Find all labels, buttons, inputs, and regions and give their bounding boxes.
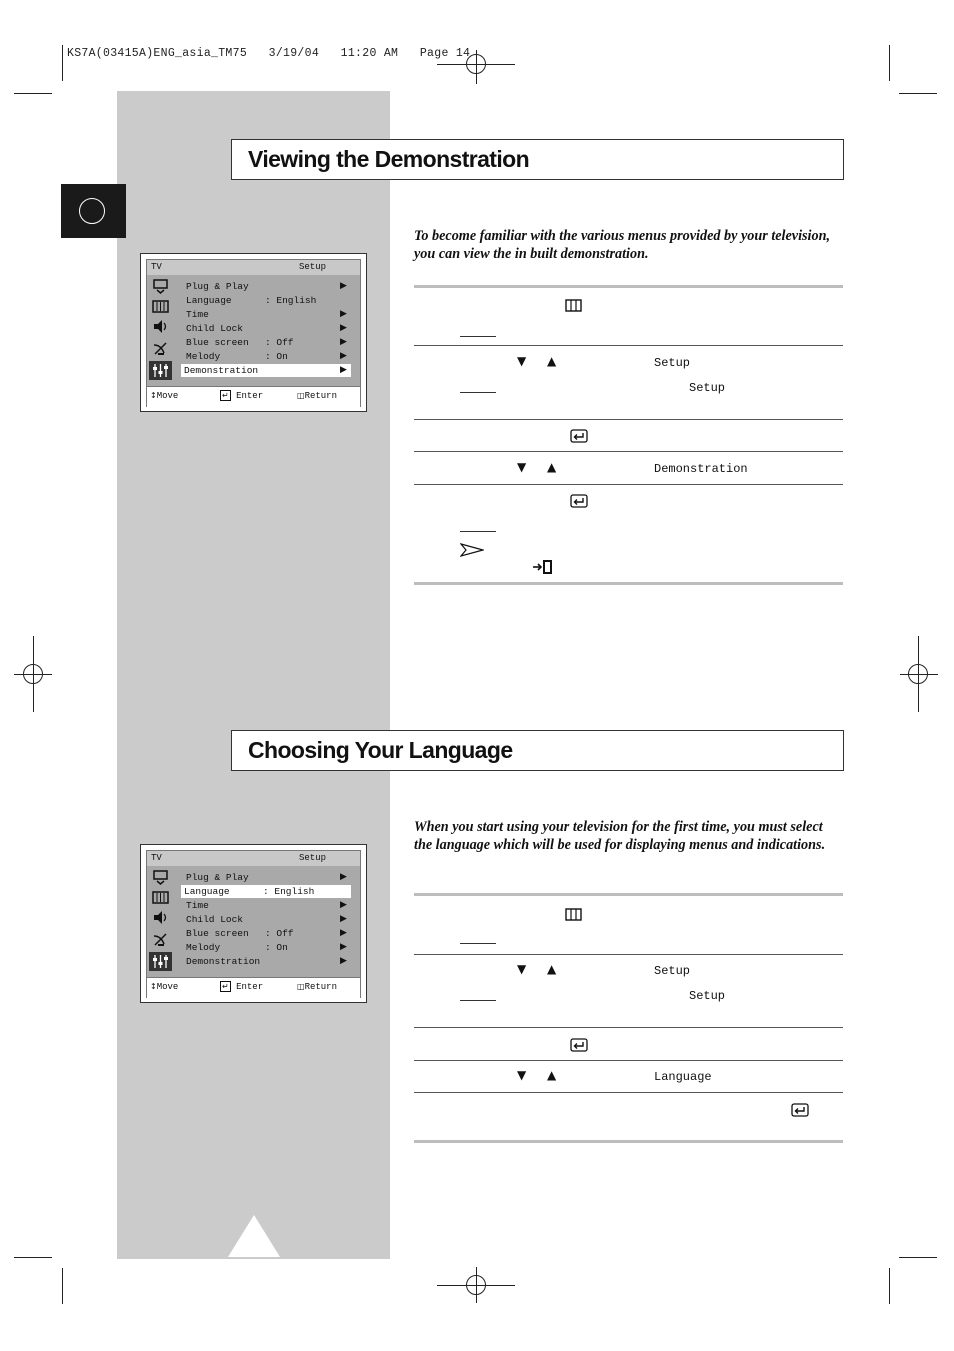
menu-icon	[565, 908, 582, 921]
submenu-arrow-icon: ▶	[340, 956, 347, 966]
step-code: Setup	[654, 964, 691, 978]
crop-mark	[14, 1257, 52, 1258]
tv-menu-item: Language : English	[186, 295, 317, 306]
section-title-text: Viewing the Demonstration	[248, 146, 530, 172]
updown-icon: ↕	[150, 982, 157, 991]
tv-menu-item: Blue screen : Off ▶	[186, 928, 347, 939]
return-hint: ◫Return	[297, 982, 337, 992]
print-header: KS7A(03415A)ENG_asia_TM75 3/19/04 11:20 AM Page 14	[67, 47, 471, 60]
down-arrow-icon: ▼	[517, 354, 527, 368]
tv-menu-item: Plug & Play ▶	[186, 872, 347, 883]
section-title-language	[231, 730, 844, 771]
tv-menu-item: Child Lock ▶	[186, 323, 347, 334]
tv-menu-footer	[147, 386, 360, 407]
crop-mark	[899, 1257, 937, 1258]
satellite-icon	[152, 932, 169, 947]
crop-mark	[14, 93, 52, 94]
submenu-arrow-icon: ▶	[340, 281, 347, 291]
step-rule	[414, 419, 843, 420]
tv-menu-list	[174, 866, 360, 977]
tv-menu-screen	[140, 844, 367, 1003]
crop-mark	[889, 1268, 890, 1304]
step-rule	[414, 484, 843, 485]
enter-icon	[570, 494, 588, 508]
step-code: Setup	[689, 381, 726, 395]
tv-menu-item: Blue screen : Off ▶	[186, 337, 347, 348]
section-title-text: Choosing Your Language	[248, 737, 513, 763]
down-arrow-icon: ▼	[517, 460, 527, 474]
menu-icon: ◫	[297, 391, 305, 400]
exit-icon	[532, 559, 554, 575]
step-rule	[414, 345, 843, 346]
step-rule	[414, 1140, 843, 1143]
step-rule	[414, 582, 843, 585]
tv-menu-list	[174, 275, 360, 386]
tv-menu-title: Setup	[299, 853, 327, 863]
setup-icon-selected	[149, 952, 172, 971]
step-code: Demonstration	[654, 462, 748, 476]
tv-menu-item: Plug & Play ▶	[186, 281, 347, 292]
up-arrow-icon: ▲	[547, 1068, 557, 1082]
tv-source-label: TV	[151, 853, 162, 863]
move-hint: ↕Move	[150, 391, 179, 401]
move-hint: ↕Move	[150, 982, 179, 992]
tv-menu-item: Time ▶	[186, 900, 347, 911]
enter-icon	[791, 1103, 809, 1117]
up-arrow-icon: ▲	[547, 460, 557, 474]
tv-menu-screen	[140, 253, 367, 412]
antenna-icon	[152, 870, 169, 885]
submenu-arrow-icon: ▶	[340, 872, 347, 882]
picture-icon	[152, 890, 169, 905]
intro-text: To become familiar with the various menus provided by your television, you can view the in built demonstration.	[414, 228, 831, 262]
tv-menu-item-selected: Demonstration ▶	[181, 364, 351, 377]
submenu-arrow-icon: ▶	[340, 942, 347, 952]
step-rule	[414, 893, 843, 896]
step-rule	[414, 1027, 843, 1028]
note-line	[460, 1000, 496, 1001]
tv-menu-item: Child Lock ▶	[186, 914, 347, 925]
satellite-icon	[152, 341, 169, 356]
submenu-arrow-icon: ▶	[340, 900, 347, 910]
note-line	[460, 531, 496, 532]
step-rule	[414, 1092, 843, 1093]
updown-icon: ↕	[150, 391, 157, 400]
registration-mark	[466, 1275, 486, 1295]
antenna-icon	[152, 279, 169, 294]
setup-icon-selected	[149, 361, 172, 380]
enter-icon: ↵	[222, 391, 229, 400]
tv-source-label: TV	[151, 262, 162, 272]
note-line	[460, 392, 496, 393]
step-rule	[414, 451, 843, 452]
chapter-tab-circle	[79, 198, 105, 224]
note-pointer-icon	[460, 543, 484, 557]
sound-icon	[152, 910, 169, 925]
return-hint: ◫Return	[297, 391, 337, 401]
tv-menu-side-icons	[147, 866, 174, 977]
enter-icon	[570, 1038, 588, 1052]
enter-hint: ↵ Enter	[222, 982, 264, 992]
step-rule	[414, 1060, 843, 1061]
enter-icon	[570, 429, 588, 443]
step-code: Setup	[654, 356, 691, 370]
tv-menu-title: Setup	[299, 262, 327, 272]
step-code: Language	[654, 1070, 712, 1084]
submenu-arrow-icon: ▶	[340, 365, 347, 375]
note-line	[460, 336, 496, 337]
step-code: Setup	[689, 989, 726, 1003]
registration-mark	[466, 54, 486, 74]
note-line	[460, 943, 496, 944]
tv-menu-side-icons	[147, 275, 174, 386]
tv-menu-item: Melody : On ▶	[186, 351, 347, 362]
submenu-arrow-icon: ▶	[340, 323, 347, 333]
submenu-arrow-icon: ▶	[340, 309, 347, 319]
menu-icon: ◫	[297, 982, 305, 991]
down-arrow-icon: ▼	[517, 1068, 527, 1082]
crop-mark	[899, 93, 937, 94]
step-rule	[414, 285, 843, 288]
down-arrow-icon: ▼	[517, 962, 527, 976]
picture-icon	[152, 299, 169, 314]
submenu-arrow-icon: ▶	[340, 928, 347, 938]
intro-text: When you start using your television for the first time, you must select the language which will be used for displaying menus and indications.	[414, 819, 826, 853]
enter-icon: ↵	[222, 982, 229, 991]
registration-mark	[908, 664, 928, 684]
crop-mark	[62, 45, 63, 81]
submenu-arrow-icon: ▶	[340, 914, 347, 924]
tv-menu-footer	[147, 977, 360, 998]
page-corner-triangle	[228, 1215, 280, 1257]
enter-hint: ↵ Enter	[222, 391, 264, 401]
section-title-demonstration	[231, 139, 844, 180]
submenu-arrow-icon: ▶	[340, 351, 347, 361]
registration-mark	[23, 664, 43, 684]
submenu-arrow-icon: ▶	[340, 337, 347, 347]
tv-menu-item-selected: Language : English	[181, 885, 351, 898]
menu-icon	[565, 299, 582, 312]
up-arrow-icon: ▲	[547, 354, 557, 368]
tv-menu-item: Time ▶	[186, 309, 347, 320]
sound-icon	[152, 319, 169, 334]
tv-menu-item: Melody : On ▶	[186, 942, 347, 953]
tv-menu-item: Demonstration ▶	[186, 956, 347, 967]
crop-mark	[62, 1268, 63, 1304]
up-arrow-icon: ▲	[547, 962, 557, 976]
step-rule	[414, 954, 843, 955]
crop-mark	[889, 45, 890, 81]
